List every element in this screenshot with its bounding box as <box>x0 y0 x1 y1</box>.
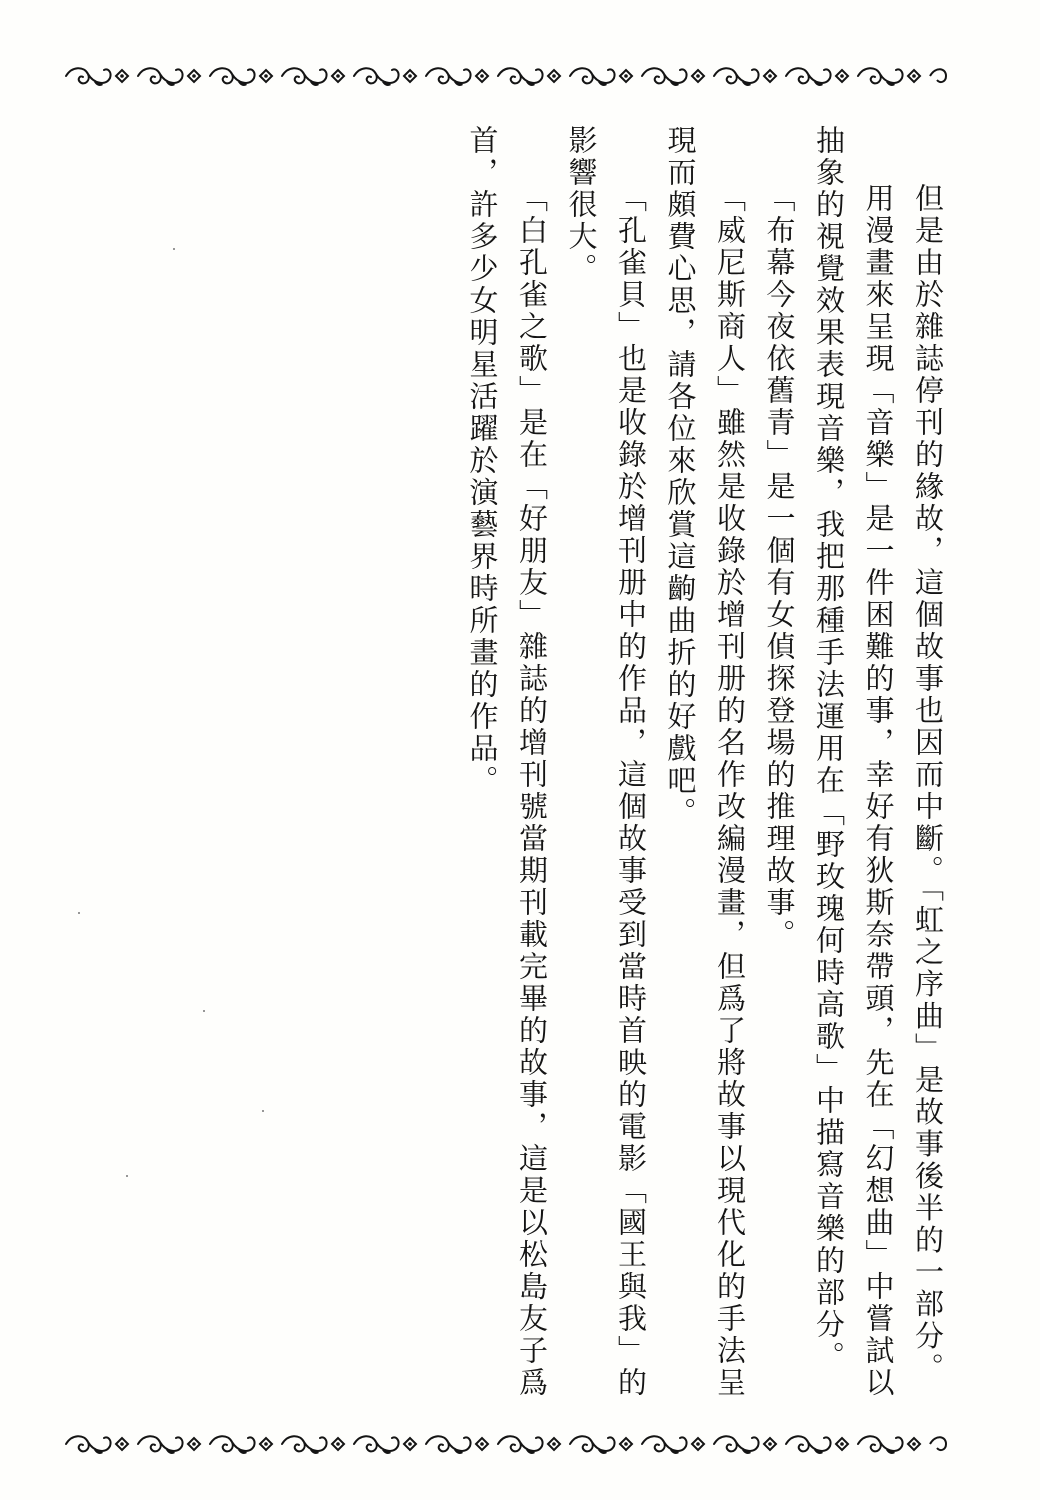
border-motif <box>642 68 704 86</box>
paragraph: 「孔雀貝」也是收錄於增刊册中的作品，這個故事受到當時首映的電影「國王與我」的影響很大。 <box>564 125 648 1399</box>
border-motif <box>498 68 560 86</box>
border-motif <box>66 68 128 86</box>
border-motif <box>66 1436 128 1454</box>
paragraph: 「布幕今夜依舊青」是一個有女偵探登場的推理故事。 <box>762 183 797 951</box>
paper-speck <box>262 1110 264 1112</box>
border-motif <box>354 1436 416 1454</box>
paper-speck <box>126 1175 128 1177</box>
paper-speck <box>203 1010 205 1012</box>
border-end-curl <box>930 1437 946 1450</box>
border-motif <box>858 68 920 86</box>
vertical-text-body <box>457 125 952 1415</box>
border-motif <box>426 1436 488 1454</box>
border-motif <box>714 68 776 86</box>
border-motif <box>786 68 848 86</box>
paragraph: 但是由於雜誌停刊的緣故，這個故事也因而中斷。「虹之序曲」是故事後半的一部分。 <box>911 183 945 1385</box>
border-motif <box>570 68 632 86</box>
bottom-ornamental-border <box>60 1428 975 1460</box>
border-motif <box>858 1436 920 1454</box>
border-motif <box>138 68 200 86</box>
border-motif <box>570 1436 632 1454</box>
border-motif <box>426 68 488 86</box>
border-motif <box>282 1436 344 1454</box>
border-motif <box>786 1436 848 1454</box>
border-motif <box>642 1436 704 1454</box>
top-ornamental-border <box>60 60 975 92</box>
border-motif <box>354 68 416 86</box>
border-motif <box>210 1436 272 1454</box>
paragraph: 「威尼斯商人」雖然是收錄於增刊册的名作改編漫畫，但爲了將故事以現代化的手法呈現而頗費心思，請各位來欣賞這齣曲折的好戲吧。 <box>663 125 747 1399</box>
border-motif <box>138 1436 200 1454</box>
border-motif <box>498 1436 560 1454</box>
border-motif <box>210 68 272 86</box>
paper-speck <box>78 912 80 914</box>
border-motif <box>282 68 344 86</box>
paragraph: 「白孔雀之歌」是在「好朋友」雜誌的增刊號當期刊載完畢的故事，這是以松島友子爲首，許多少女明星活躍於演藝界時所畫的作品。 <box>465 125 549 1399</box>
border-motif <box>714 1436 776 1454</box>
paragraph: 用漫畫來呈現「音樂」是一件困難的事，幸好有狄斯奈帶頭，先在「幻想曲」中嘗試以抽象的視覺效果表現音樂，我把那種手法運用在「野玫瑰何時高歌」中描寫音樂的部分。 <box>812 125 896 1399</box>
paper-speck <box>173 248 175 250</box>
border-end-curl <box>930 69 946 82</box>
